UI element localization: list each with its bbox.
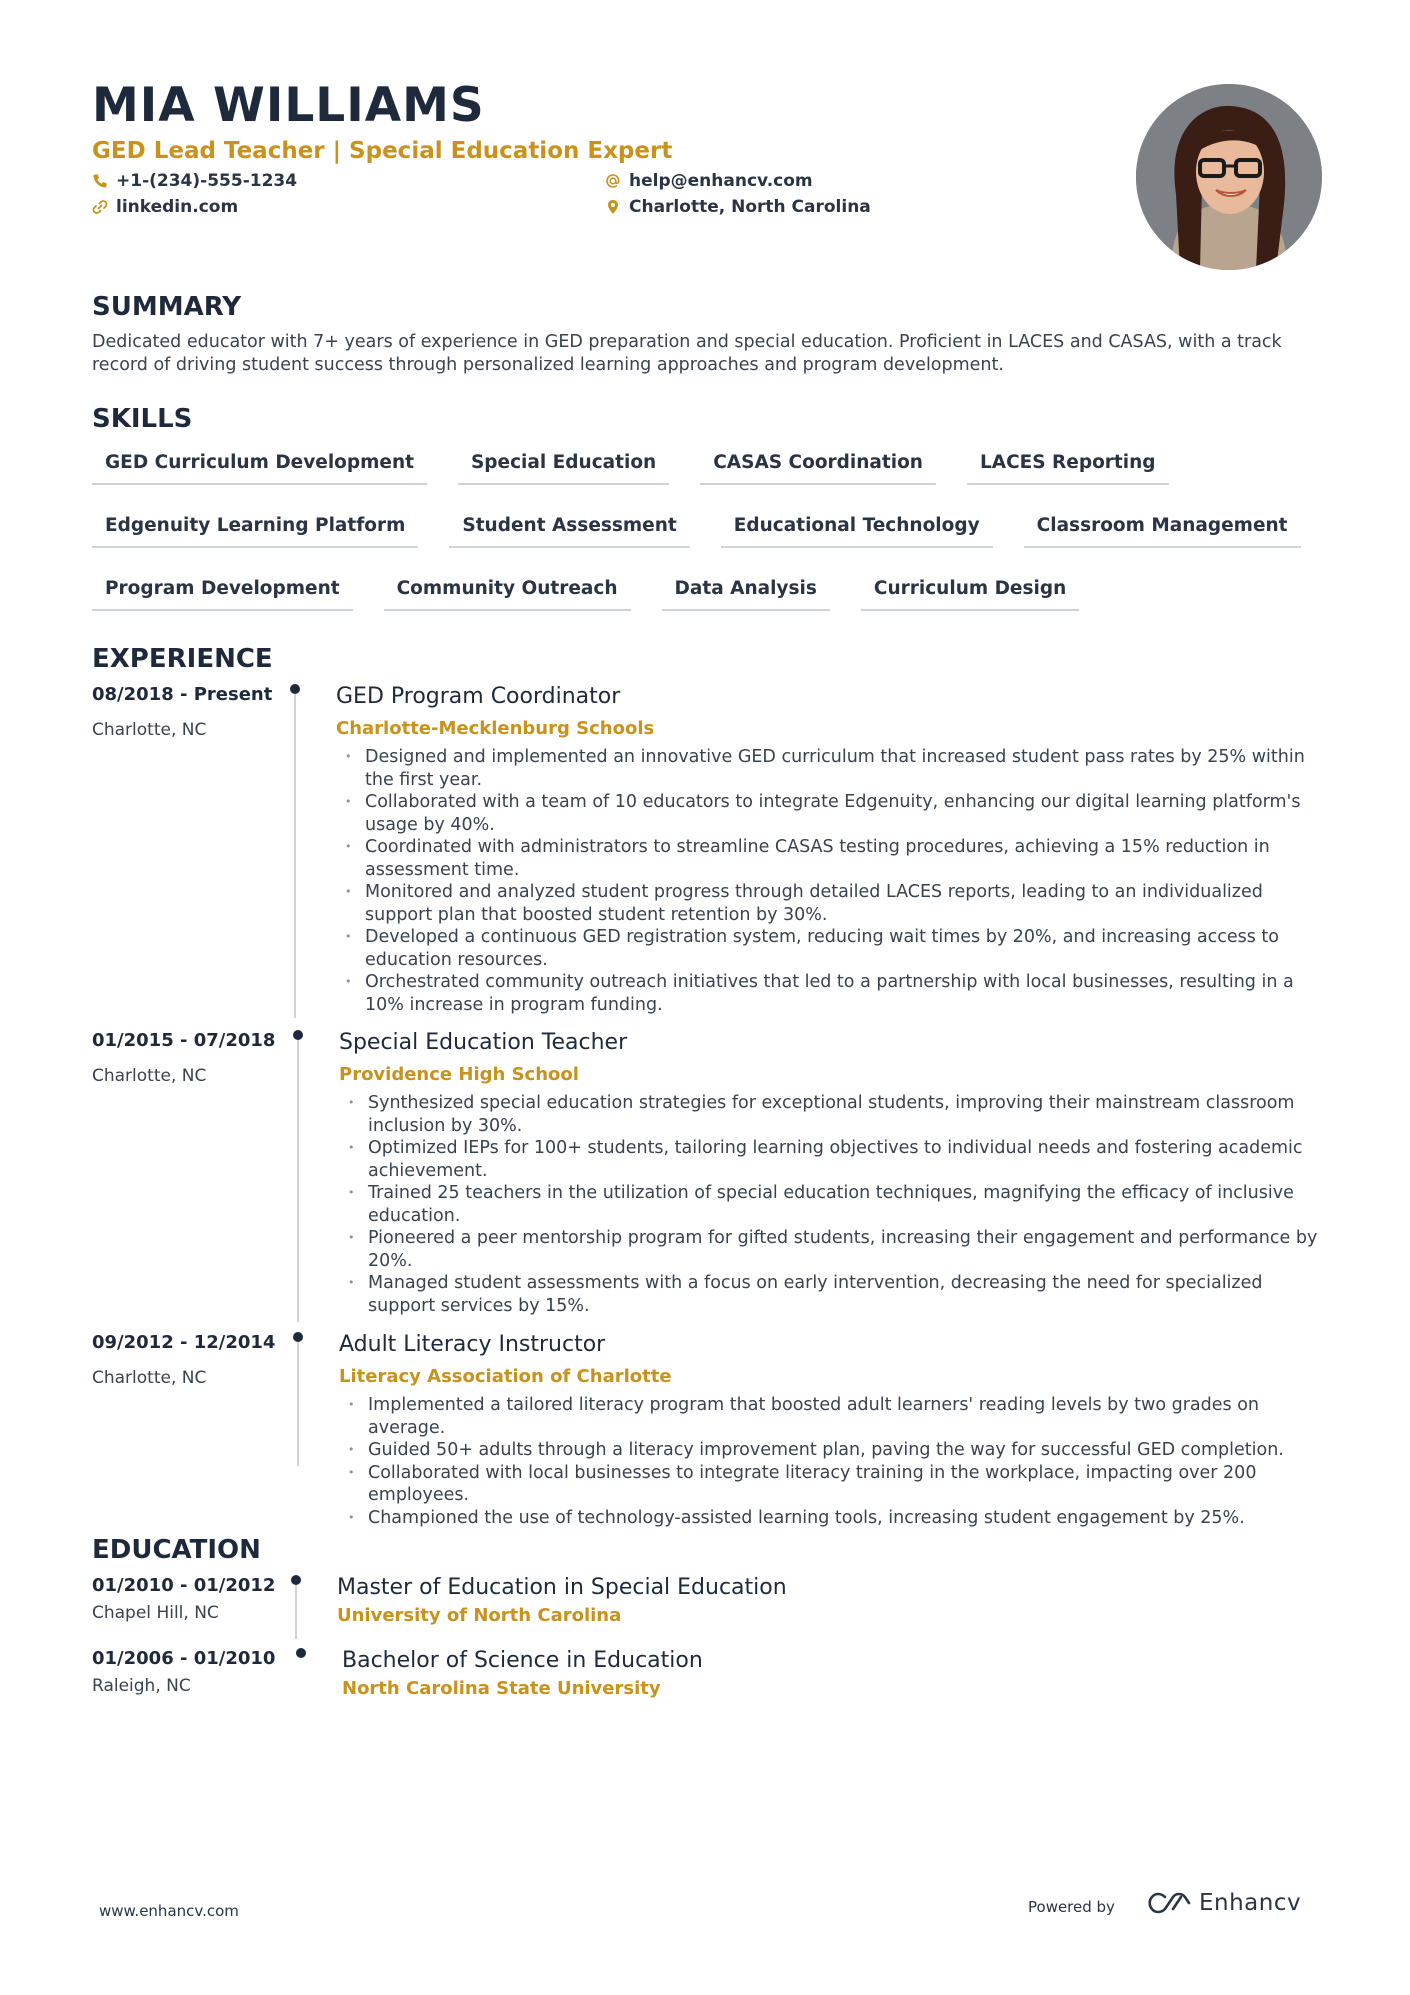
- job-role: Adult Literacy Instructor: [339, 1332, 606, 1357]
- job-bullets: [337, 746, 1317, 1016]
- phone-text: +1-(234)-555-1234: [116, 171, 298, 191]
- edu-dates: 01/2006 - 01/2010: [92, 1648, 276, 1669]
- candidate-title: GED Lead Teacher | Special Education Expert: [92, 138, 673, 164]
- skill-tag: Student Assessment: [449, 511, 689, 548]
- skill-tag: Edgenuity Learning Platform: [92, 511, 418, 548]
- timeline-line: [294, 694, 296, 1018]
- contact-phone[interactable]: [92, 171, 297, 191]
- bullet-item: • Collaborated with local businesses to integrate literacy training in the workplace, impacting over 200 employees.: [340, 1462, 1320, 1507]
- timeline-dot: [296, 1648, 306, 1658]
- skills-row: [92, 574, 1322, 611]
- footer-powered-by: Powered by: [1028, 1898, 1115, 1916]
- job-bullets: [340, 1092, 1320, 1317]
- location-pin-icon: [605, 199, 621, 215]
- link-icon: [92, 199, 108, 215]
- skill-tag: LACES Reporting: [967, 448, 1169, 485]
- edu-school: North Carolina State University: [342, 1678, 661, 1699]
- bullet-item: • Coordinated with administrators to streamline CASAS testing procedures, achieving a 15% reduction in assessment time.: [337, 836, 1317, 881]
- job-dates: 08/2018 - Present: [92, 684, 273, 705]
- profile-photo-illustration: [1136, 84, 1322, 270]
- job-company: Literacy Association of Charlotte: [339, 1366, 672, 1387]
- at-icon: [605, 173, 621, 189]
- job-role: GED Program Coordinator: [336, 684, 621, 709]
- edu-school: University of North Carolina: [337, 1605, 622, 1626]
- job-dates: 09/2012 - 12/2014: [92, 1332, 276, 1353]
- bullet-item: • Synthesized special education strategies for exceptional students, improving their mainstream classroom inclusion by 30%.: [340, 1092, 1320, 1137]
- bullet-item: • Collaborated with a team of 10 educators to integrate Edgenuity, enhancing our digital learning platform's usage by 40%.: [337, 791, 1317, 836]
- job-location: Charlotte, NC: [92, 1368, 207, 1388]
- job-role: Special Education Teacher: [339, 1030, 628, 1055]
- bullet-item: • Managed student assessments with a focus on early intervention, decreasing the need for specialized support services by 15%.: [340, 1272, 1320, 1317]
- contact-email[interactable]: [605, 171, 813, 191]
- skill-tag: GED Curriculum Development: [92, 448, 427, 485]
- bullet-item: • Optimized IEPs for 100+ students, tailoring learning objectives to individual needs and fostering academic achievement.: [340, 1137, 1320, 1182]
- skill-tag: CASAS Coordination: [700, 448, 936, 485]
- timeline-line: [297, 1040, 299, 1322]
- skill-tag: Special Education: [458, 448, 669, 485]
- skill-tag: Community Outreach: [384, 574, 631, 611]
- skills-list: [92, 448, 1322, 637]
- timeline-dot: [293, 1030, 303, 1040]
- linkedin-text: linkedin.com: [116, 197, 239, 217]
- enhancv-logo-icon: [1145, 1890, 1193, 1916]
- edu-degree: Bachelor of Science in Education: [342, 1648, 703, 1673]
- job-location: Charlotte, NC: [92, 1066, 207, 1086]
- footer-brand-name: Enhancv: [1199, 1890, 1302, 1916]
- summary-text: Dedicated educator with 7+ years of experience in GED preparation and special education. Proficient in LACES and CASAS, with a track record of driving student success through personalized learning approaches and program development.: [92, 332, 1282, 375]
- skill-tag: Program Development: [92, 574, 353, 611]
- bullet-item: • Trained 25 teachers in the utilization of special education techniques, magnifying the efficacy of inclusive education.: [340, 1182, 1320, 1227]
- candidate-name: MIA WILLIAMS: [92, 78, 485, 133]
- job-company: Providence High School: [339, 1064, 579, 1085]
- bullet-item: • Developed a continuous GED registration system, reducing wait times by 20%, and increasing access to education resources.: [337, 926, 1317, 971]
- profile-photo: [1136, 84, 1322, 270]
- skill-tag: Data Analysis: [662, 574, 830, 611]
- edu-location: Chapel Hill, NC: [92, 1603, 219, 1623]
- skill-tag: Classroom Management: [1024, 511, 1301, 548]
- footer-url[interactable]: www.enhancv.com: [99, 1902, 239, 1920]
- edu-dates: 01/2010 - 01/2012: [92, 1575, 276, 1596]
- bullet-item: • Monitored and analyzed student progress through detailed LACES reports, leading to an individualized support plan that boosted student retention by 30%.: [337, 881, 1317, 926]
- timeline-line: [297, 1342, 299, 1466]
- footer-brand[interactable]: [1145, 1890, 1301, 1916]
- experience-heading: EXPERIENCE: [92, 644, 273, 674]
- location-text: Charlotte, North Carolina: [629, 197, 871, 217]
- timeline-dot: [291, 1575, 301, 1585]
- job-dates: 01/2015 - 07/2018: [92, 1030, 276, 1051]
- timeline-line: [295, 1585, 297, 1639]
- bullet-item: • Orchestrated community outreach initiatives that led to a partnership with local businesses, resulting in a 10% increase in program funding.: [337, 971, 1317, 1016]
- bullet-item: • Guided 50+ adults through a literacy improvement plan, paving the way for successful GED completion.: [340, 1439, 1320, 1462]
- job-bullets: [340, 1394, 1320, 1529]
- education-heading: EDUCATION: [92, 1535, 261, 1565]
- timeline-dot: [290, 684, 300, 694]
- bullet-item: • Championed the use of technology-assisted learning tools, increasing student engagement by 25%.: [340, 1507, 1320, 1530]
- skills-row: [92, 448, 1322, 485]
- contact-linkedin[interactable]: [92, 197, 238, 217]
- job-company: Charlotte-Mecklenburg Schools: [336, 718, 655, 739]
- summary-heading: SUMMARY: [92, 292, 242, 322]
- bullet-item: • Implemented a tailored literacy program that boosted adult learners' reading levels by two grades on average.: [340, 1394, 1320, 1439]
- edu-location: Raleigh, NC: [92, 1676, 191, 1696]
- skill-tag: Educational Technology: [721, 511, 993, 548]
- edu-degree: Master of Education in Special Education: [337, 1575, 787, 1600]
- skills-heading: SKILLS: [92, 404, 193, 434]
- timeline-dot: [293, 1332, 303, 1342]
- phone-icon: [92, 173, 108, 189]
- skill-tag: Curriculum Design: [861, 574, 1079, 611]
- job-location: Charlotte, NC: [92, 720, 207, 740]
- skills-row: [92, 511, 1322, 548]
- contact-location: [605, 197, 871, 217]
- email-text: help@enhancv.com: [629, 171, 813, 191]
- bullet-item: • Designed and implemented an innovative GED curriculum that increased student pass rates by 25% within the first year.: [337, 746, 1317, 791]
- bullet-item: • Pioneered a peer mentorship program for gifted students, increasing their engagement and performance by 20%.: [340, 1227, 1320, 1272]
